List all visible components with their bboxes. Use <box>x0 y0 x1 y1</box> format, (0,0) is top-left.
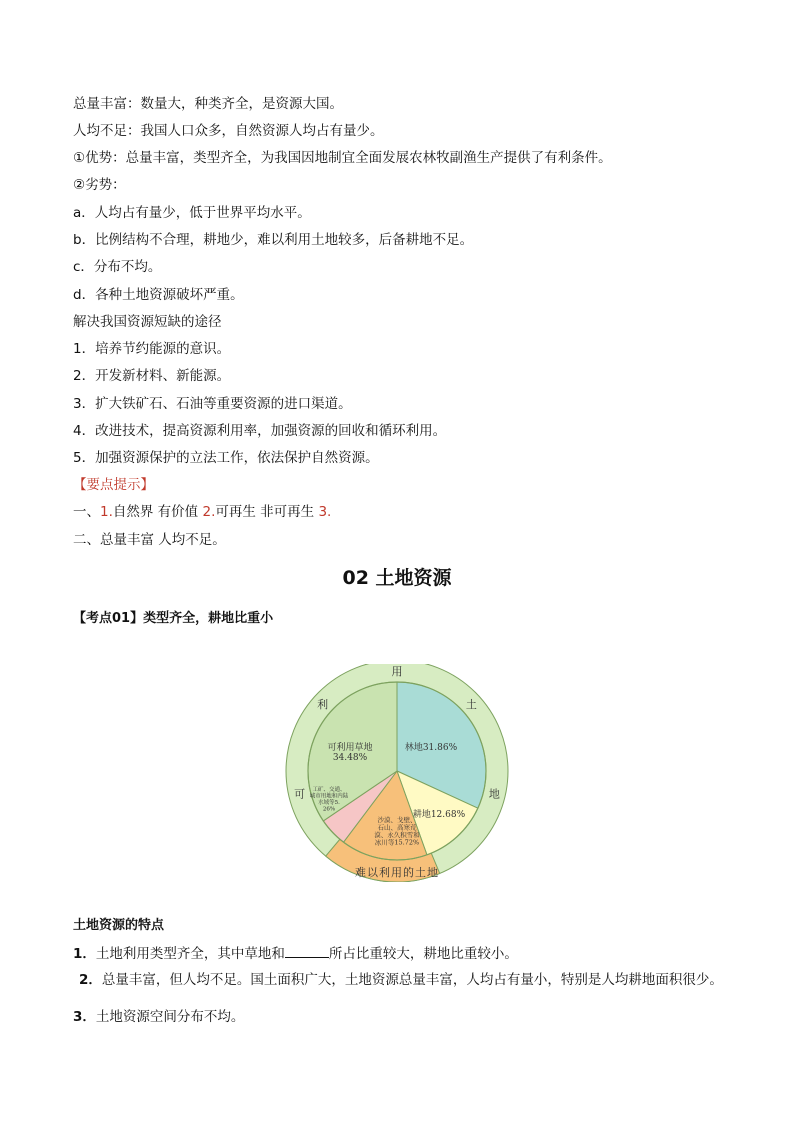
feature-1-before: 土地利用类型齐全，其中草地和 <box>95 946 285 962</box>
pie-label-urban: 工矿、交通、城市用地和内陆水域等5. 26% <box>309 787 349 813</box>
text-line: c．分布不均。 <box>73 259 162 275</box>
kaodian-heading <box>73 610 273 628</box>
feature-3-num: 3． <box>73 1009 96 1025</box>
feature-1 <box>73 944 753 963</box>
section-title: 02 土地资源 <box>342 567 452 589</box>
feature-2-text: 总量丰富，但人均不足。国土面积广大，土地资源总量丰富，人均占有量小，特别是人均耕地面积很少。 <box>101 972 723 988</box>
text-line: 解决我国资源短缺的途径 <box>73 314 222 330</box>
feature-2 <box>73 971 753 989</box>
ring-char: 用 <box>391 665 403 678</box>
text-line: 总量丰富：数量大，种类齐全，是资源大国。 <box>73 96 343 112</box>
tips-num-1: 1. <box>100 504 113 520</box>
ring-char: 利 <box>317 698 329 712</box>
text-line: ②劣势： <box>73 177 126 193</box>
tips-num-3: 3. <box>318 504 332 520</box>
text-line: b．比例结构不合理，耕地少，难以利用土地较多，后备耕地不足。 <box>73 232 474 248</box>
text-line: 5．加强资源保护的立法工作，依法保护自然资源。 <box>73 450 379 466</box>
tips-text-2: 可再生 非可再生 <box>215 504 319 520</box>
feature-2-num: 2． <box>79 972 102 988</box>
text-line: ①优势：总量丰富，类型齐全，为我国因地制宜全面发展农林牧副渔生产提供了有利条件。 <box>73 150 612 166</box>
feature-1-num: 1． <box>73 946 96 962</box>
tips-heading: 【要点提示】 <box>73 477 154 493</box>
text-line: 1．培养节约能源的意识。 <box>73 341 231 357</box>
pie-label-farmland: 耕地12.68% <box>412 810 466 820</box>
pie-svg <box>281 664 513 882</box>
kaodian-text: 类型齐全，耕地比重小 <box>143 611 274 626</box>
feature-3 <box>73 1008 753 1026</box>
text-line: a．人均占有量少，低于世界平均水平。 <box>73 205 311 221</box>
pie-label-forest: 林地31.86% <box>404 743 458 753</box>
ring-char: 土 <box>465 698 477 712</box>
text-line: 人均不足：我国人口众多，自然资源人均占有量少。 <box>73 123 384 139</box>
pie-label-grassland: 可利用草地 34.48% <box>327 743 373 763</box>
tips-prefix: 一、 <box>73 504 100 520</box>
tips-row-2: 二、总量丰富 人均不足。 <box>73 532 226 548</box>
feature-3-text: 土地资源空间分布不均。 <box>95 1009 245 1025</box>
ring-char: 地 <box>488 787 500 801</box>
text-line: d．各种土地资源破坏严重。 <box>73 287 244 303</box>
land-use-pie-chart <box>281 664 513 882</box>
features-heading: 土地资源的特点 <box>73 918 165 933</box>
ring-char: 可 <box>294 787 306 801</box>
tips-row-1 <box>73 503 331 521</box>
text-line: 3．扩大铁矿石、石油等重要资源的进口渠道。 <box>73 396 352 412</box>
text-line: 2．开发新材料、新能源。 <box>73 368 231 384</box>
pie-label-desert: 沙漠、戈壁、石山、高寒荒漠、永久积雪和冰川等15.72% <box>374 816 420 847</box>
kaodian-label: 【考点01】 <box>73 611 144 626</box>
tips-num-2: 2. <box>202 504 216 520</box>
text-line: 4．改进技术，提高资源利用率，加强资源的回收和循环利用。 <box>73 423 447 439</box>
tips-text-1: 自然界 有价值 <box>112 504 203 520</box>
feature-1-after: 所占比重较大，耕地比重较小。 <box>328 946 518 962</box>
ring-label-unusable: 难以利用的土地 <box>355 866 439 879</box>
fill-blank[interactable] <box>285 944 329 958</box>
